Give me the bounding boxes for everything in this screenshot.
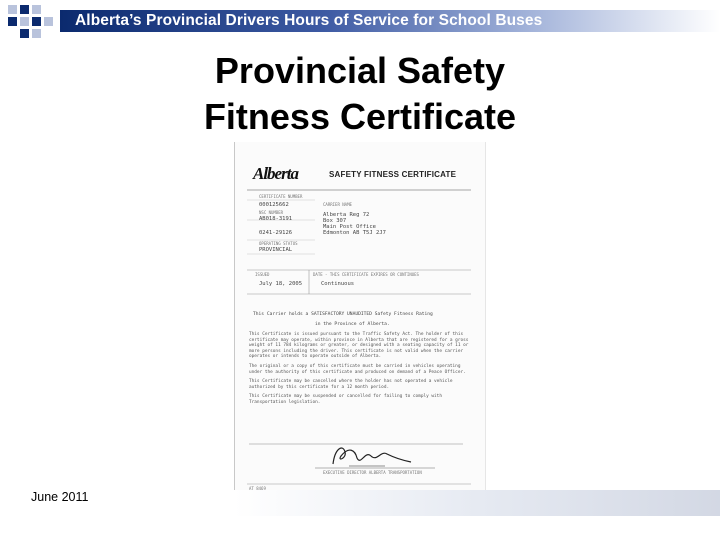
decor-square	[20, 29, 29, 38]
decor-square	[20, 17, 29, 26]
decor-square	[44, 17, 53, 26]
certificate-heading: SAFETY FITNESS CERTIFICATE	[329, 170, 457, 179]
decor-square	[8, 5, 17, 14]
decor-square	[32, 17, 41, 26]
value-operating-status: PROVINCIAL	[259, 247, 293, 253]
certificate-paragraph: This Certificate may be cancelled where the holder has not operated a vehicle authorized by this certificate for a 12 month period.	[249, 379, 453, 390]
banner-title: Alberta’s Provincial Drivers Hours of Service for School Buses	[75, 12, 543, 29]
slide-title-line1: Provincial Safety	[214, 50, 506, 91]
certificate-paragraph: This Certificate is issued pursuant to the Traffic Safety Act. The holder of this certificate may operate, within province in Alberta that are registered for a gross weight of 11 784 kilograms or greater, or designed with a seating capacity of 11 or more persons including the driver. This certificate is not valid when the carrier operates or intends to operate outside of Alberta.	[249, 332, 469, 360]
alberta-logo: Alberta	[253, 164, 298, 183]
value-rin: 0241-29126	[259, 230, 293, 236]
certificate-image	[234, 142, 486, 490]
slide-title	[150, 48, 570, 140]
footer-date: June 2011	[31, 490, 89, 504]
rating-line: This Carrier holds a SATISFACTORY UNAUDITED Safety Fitness Rating	[253, 312, 433, 317]
decor-square	[32, 29, 41, 38]
signature-image	[325, 440, 415, 470]
value-nsc-number: AB018-3191	[259, 216, 293, 222]
label-operating-status: OPERATING STATUS	[259, 241, 298, 246]
carrier-line: Main Post Office	[323, 224, 376, 230]
form-code: AT 8469	[249, 486, 266, 490]
carrier-line: Edmonton AB T5J 2J7	[323, 230, 386, 236]
certificate-paragraph: This Certificate may be suspended or cancelled for failing to comply with Transportation legislation.	[249, 394, 442, 405]
label-issued: ISSUED	[255, 272, 270, 277]
header-banner	[0, 0, 720, 40]
value-issued: July 18, 2005	[259, 281, 303, 287]
decor-square	[8, 17, 17, 26]
value-cert-number: 000125662	[259, 202, 289, 208]
footer-bar	[234, 490, 720, 516]
label-nsc-number: NSC NUMBER	[259, 210, 284, 215]
certificate-paragraph: The original or a copy of this certificate must be carried in vehicles operating under the authority of this certificate and produced on demand of a Peace Officer.	[249, 363, 466, 375]
carrier-line: Alberta Reg 72	[323, 212, 370, 218]
decor-square	[32, 5, 41, 14]
label-expiry: DATE - THIS CERTIFICATE EXPIRES OR CONTINUES	[313, 272, 419, 277]
decor-square	[20, 5, 29, 14]
certificate-body	[249, 332, 475, 410]
rating-line-2: in the Province of Alberta.	[315, 322, 390, 327]
signature-caption: EXECUTIVE DIRECTOR ALBERTA TRANSPORTATION	[323, 470, 422, 475]
carrier-line: Box 307	[323, 218, 347, 224]
slide-title-line2: Fitness Certificate	[203, 96, 517, 137]
value-expiry: Continuous	[321, 281, 355, 287]
label-carrier-name: CARRIER NAME	[323, 202, 352, 207]
label-cert-number: CERTIFICATE NUMBER	[259, 194, 303, 199]
